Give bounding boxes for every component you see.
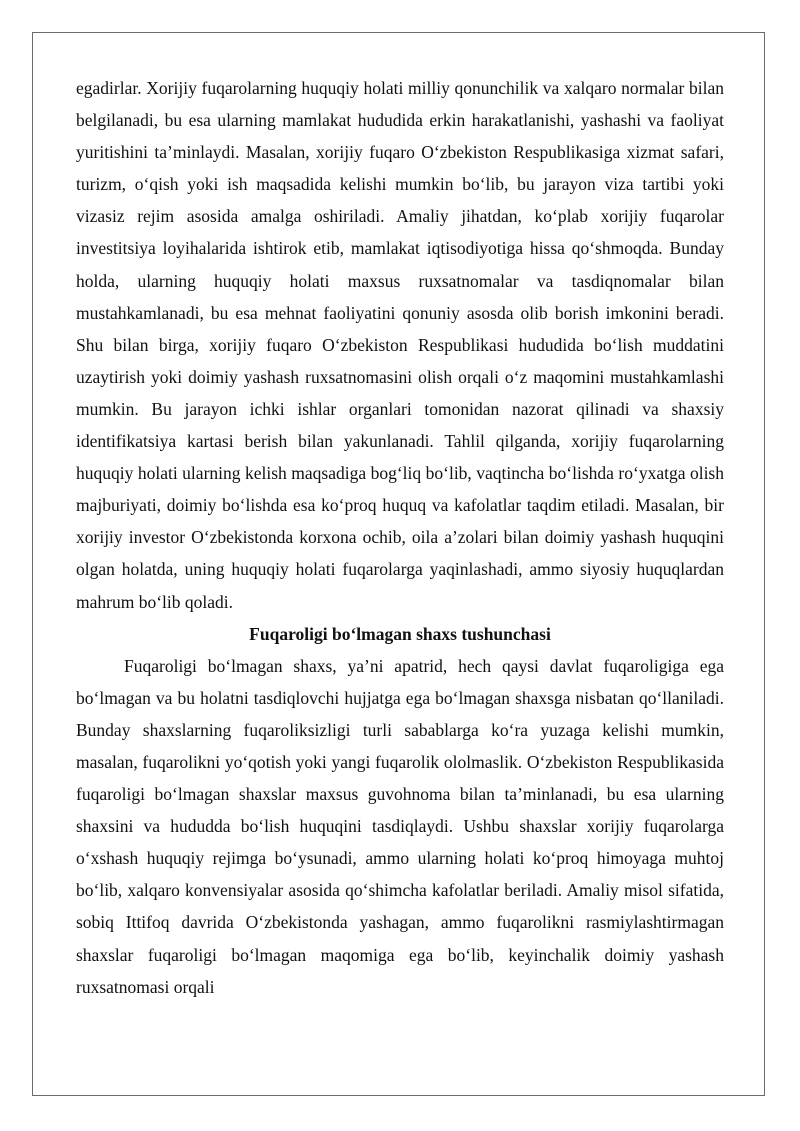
section-heading: Fuqaroligi bo‘lmagan shaxs tushunchasi: [249, 623, 551, 644]
paragraph-foreign-citizens: egadirlar. Xorijiy fuqarolarning huquqiy holati milliy qonunchilik va xalqaro normalar bilan belgilanadi, bu esa ularning mamlakat hududida erkin harakatlanishi, yashashi va faoliyat yuritishini ta’minlaydi. Masalan, xorijiy fuqaro O‘zbekiston Respublikasiga xizmat safari, turizm, o‘qish yoki ish maqsadida kelishi mumkin bo‘lib, bu jarayon viza tartibi yoki vizasiz rejim asosida amalga oshiriladi. Amaliy jihatdan, ko‘plab xorijiy fuqarolar investitsiya loyihalarida ishtirok etib, mamlakat iqtisodiyotiga hissa qo‘shmoqda. Bunday holda, ularning huquqiy holati maxsus ruxsatnomalar va tasdiqnomalar bilan mustahkamlanadi, bu esa mehnat faoliyatini qonuniy asosda olib borish imkonini beradi. Shu bilan birga, xorijiy fuqaro O‘zbekiston Respublikasi hududida bo‘lish muddatini uzaytirish yoki doimiy yashash ruxsatnomasini olish orqali o‘z maqomini mustahkamlashi mumkin. Bu jarayon ichki ishlar organlari tomonidan nazorat qilinadi va shaxsiy identifikatsiya kartasi berish bilan yakunlanadi. Tahlil qilganda, xorijiy fuqarolarning huquqiy holati ularning kelish maqsadiga bog‘liq bo‘lib, vaqtincha bo‘lishda ro‘yxatga olish majburiyati, doimiy bo‘lishda esa ko‘proq huquq va kafolatlar taqdim etiladi. Masalan, bir xorijiy investor O‘zbekistonda korxona ochib, oila a’zolari bilan doimiy yashash huquqini olgan holatda, uning huquqiy holati fuqarolarga yaqinlashadi, ammo siyosiy huquqlardan mahrum bo‘lib qoladi.: [76, 78, 724, 612]
paragraph-stateless-persons: Fuqaroligi bo‘lmagan shaxs, ya’ni apatrid, hech qaysi davlat fuqaroligiga ega bo‘lmagan va bu holatni tasdiqlovchi hujjatga ega bo‘lmagan shaxsga nisbatan qo‘llaniladi. Bunday shaxslarning fuqaroliksizligi turli sabablarga ko‘ra yuzaga kelishi mumkin, masalan, fuqarolikni yo‘qotish yoki yangi fuqarolik ololmaslik. O‘zbekiston Respublikasida fuqaroligi bo‘lmagan shaxslar maxsus guvohnoma bilan ta’minlanadi, bu esa ularning shaxsini va hududda bo‘lish huquqini tasdiqlaydi. Ushbu shaxslar xorijiy fuqarolarga o‘xshash huquqiy rejimga bo‘ysunadi, ammo ularning holati ko‘proq himoyaga muhtoj bo‘lib, xalqaro konvensiyalar asosida qo‘shimcha kafolatlar beriladi. Amaliy misol sifatida, sobiq Ittifoq davrida O‘zbekistonda yashagan, ammo fuqarolikni rasmiylashtirmagan shaxslar fuqaroligi bo‘lmagan maqomiga ega bo‘lib, keyinchalik doimiy yashash ruxsatnomasi orqali: [76, 655, 724, 997]
document-body: [76, 72, 724, 1003]
